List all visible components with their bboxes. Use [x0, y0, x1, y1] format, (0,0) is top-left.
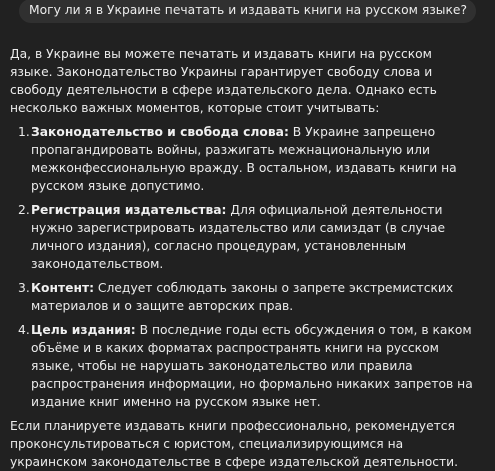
list-item-number: 1. [18, 125, 30, 139]
assistant-points-list [10, 123, 484, 411]
assistant-message [10, 45, 484, 471]
list-item-term: Контент: [31, 281, 95, 295]
list-item-number: 2. [18, 203, 30, 217]
user-message-bubble[interactable]: Могу ли я в Украине печатать и издавать книги на русском языке? [19, 0, 476, 23]
list-item-term: Цель издания: [31, 323, 136, 337]
list-item-text: В последние годы есть обсуждения о том, в каком объёме и в каких форматах распространять книги на русском языке, чтобы не нарушать законодательство или правила распространения информации, но формально никаких запретов на издание книг именно на русском языке нет. [31, 323, 473, 409]
list-item-text: В Украине запрещено пропагандировать войны, разжигать межнациональную или межконфессиональную вражду. В остальном, издавать книги на русском языке допустимо. [31, 125, 457, 193]
list-item-text: Следует соблюдать законы о запрете экстремистских материалов и о защите авторских прав. [31, 281, 454, 313]
list-item [18, 321, 484, 411]
user-message-row [19, 0, 476, 23]
list-item [18, 201, 484, 273]
list-item-number: 3. [18, 281, 30, 295]
assistant-outro-paragraph: Если планируете издавать книги профессионально, рекомендуется проконсультироваться с юристом, специализирующимся на украинском законодательстве в сфере издательской деятельности. [10, 419, 459, 469]
list-item-text: Для официальной деятельности нужно зарегистрировать издательство или самиздат (в случае личного издания), согласно процедурам, установленным законодательством. [31, 203, 446, 271]
list-item [18, 123, 484, 195]
assistant-intro-paragraph: Да, в Украине вы можете печатать и издавать книги на русском языке. Законодательство Украины гарантирует свободу слова и свободу деятельности в сфере издательского дела. Однако есть несколько важных моментов, которые стоит учитывать: [10, 47, 437, 115]
list-item [18, 279, 484, 315]
list-item-number: 4. [18, 323, 30, 337]
list-item-term: Регистрация издательства: [31, 203, 227, 217]
list-item-term: Законодательство и свобода слова: [31, 125, 289, 139]
